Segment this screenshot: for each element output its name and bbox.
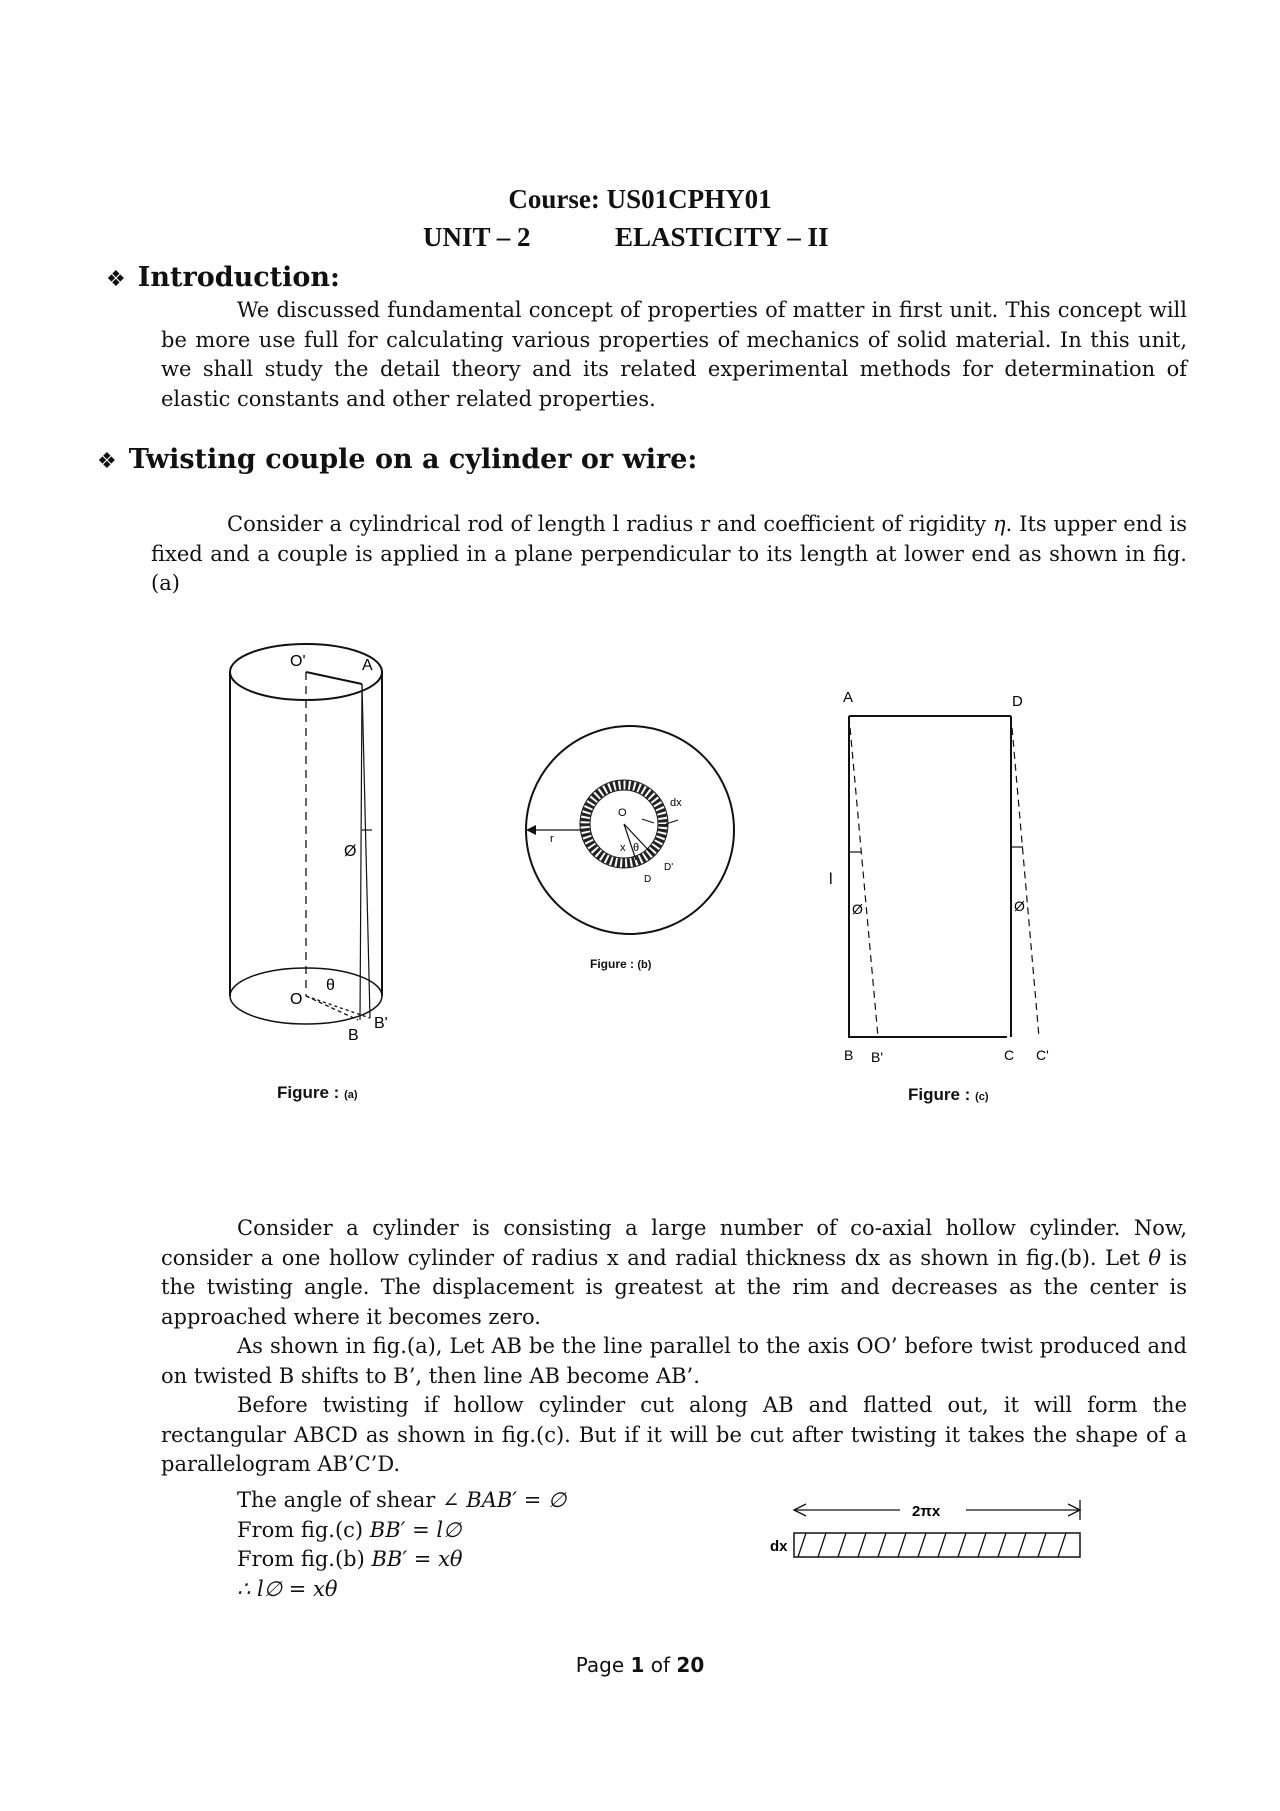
diamond-bullet-icon: ❖ [106, 267, 126, 292]
fig-a-label-phi: Ø [344, 843, 357, 860]
fig-c-label-b-prime: B' [871, 1049, 884, 1065]
fig-a-label-theta: θ [326, 977, 335, 994]
twist-intro-paragraph: Consider a cylindrical rod of length l radius r and coefficient of rigidity η. Its upper end is fixed and a couple is applied in a plane perpendicular to its length at lower end as shown in fig.(a) [151, 512, 1187, 595]
fig-c-label-phi-right: Ø [1014, 898, 1025, 914]
body-paragraphs [161, 1214, 1187, 1480]
intro-paragraph: We discussed fundamental concept of properties of matter in first unit. This concept will be more use full for calculating various properties of mechanics of solid material. In this unit, we shall study the detail theory and its related experimental methods for determination of elastic constants and other related properties. [161, 298, 1187, 411]
fig-a-label-b: B [348, 1027, 359, 1044]
paragraph-cut: Before twisting if hollow cylinder cut along AB and flatted out, it will form the rectangular ABCD as shown in fig.(c). But if it will be cut after twisting it takes the shape of a parallelogram AB’C’D. [161, 1393, 1187, 1476]
fig-c-label-phi-left: Ø [852, 901, 863, 917]
equation-fig-b: From fig.(b) BB′ = xθ [237, 1547, 463, 1571]
fig-a-label-a: A [362, 657, 373, 674]
diamond-bullet-icon: ❖ [97, 449, 117, 474]
paragraph-hollow-cylinder: Consider a cylinder is consisting a large number of co-axial hollow cylinder. Now, consider a one hollow cylinder of radius x and radial thickness dx as shown in fig.(b). Let θ is the twisting angle. The displacement is greatest at the rim and decreases as the center is approached where it becomes zero. [161, 1216, 1188, 1329]
figure-c-caption: Figure : (c) [908, 1085, 989, 1104]
fig-c-label-l: l [829, 871, 833, 888]
fig-a-label-o-bottom: O [290, 991, 303, 1008]
figure-a-cylinder [220, 630, 400, 1130]
unit-subject: ELASTICITY – II [615, 222, 829, 252]
page-number-footer: Page 1 of 20 [575, 1653, 705, 1677]
fig-c-label-c-prime: C' [1036, 1047, 1049, 1063]
figure-a-caption: Figure : (a) [277, 1083, 358, 1102]
fig-a-label-b-prime: B' [374, 1015, 388, 1032]
intro-heading: ❖ Introduction: [106, 262, 340, 293]
figure-b-caption: Figure : (b) [590, 957, 652, 971]
equation-angle-of-shear: The angle of shear ∠ BAB′ = ∅ [237, 1488, 567, 1512]
fig-b-label-theta: θ [633, 842, 640, 854]
fig-b-label-d: D [644, 874, 652, 885]
twist-heading: ❖ Twisting couple on a cylinder or wire: [97, 444, 698, 475]
equation-result: ∴ l∅ = xθ [237, 1577, 338, 1601]
unit-label: UNIT – 2 [423, 222, 531, 252]
fig-c-label-d: D [1012, 693, 1023, 710]
fig-b-label-dx: dx [670, 797, 682, 809]
fig-b-label-x: x [620, 842, 626, 854]
fig-c-label-a: A [843, 689, 854, 706]
fig-a-label-o-top: O' [290, 653, 306, 670]
fig-b-label-r: r [550, 833, 554, 845]
equation-fig-c: From fig.(c) BB′ = l∅ [237, 1518, 462, 1542]
course-title: Course: US01CPHY01 [508, 184, 772, 214]
figure-c-rectangle [826, 680, 1066, 1070]
fig-c-label-c: C [1004, 1047, 1015, 1063]
strip-length-label: 2πx [912, 1503, 941, 1520]
fig-b-label-d-prime: D' [664, 862, 674, 873]
figure-b-cross-section [520, 720, 740, 940]
unrolled-strip-diagram [760, 1496, 1090, 1566]
strip-thickness-label: dx [770, 1538, 788, 1555]
paragraph-line-ab: As shown in fig.(a), Let AB be the line parallel to the axis OO’ before twist produced and on twisted B shifts to B’, then line AB become AB’. [161, 1334, 1187, 1388]
fig-b-label-o: O [618, 807, 627, 819]
fig-c-label-b: B [844, 1047, 854, 1063]
